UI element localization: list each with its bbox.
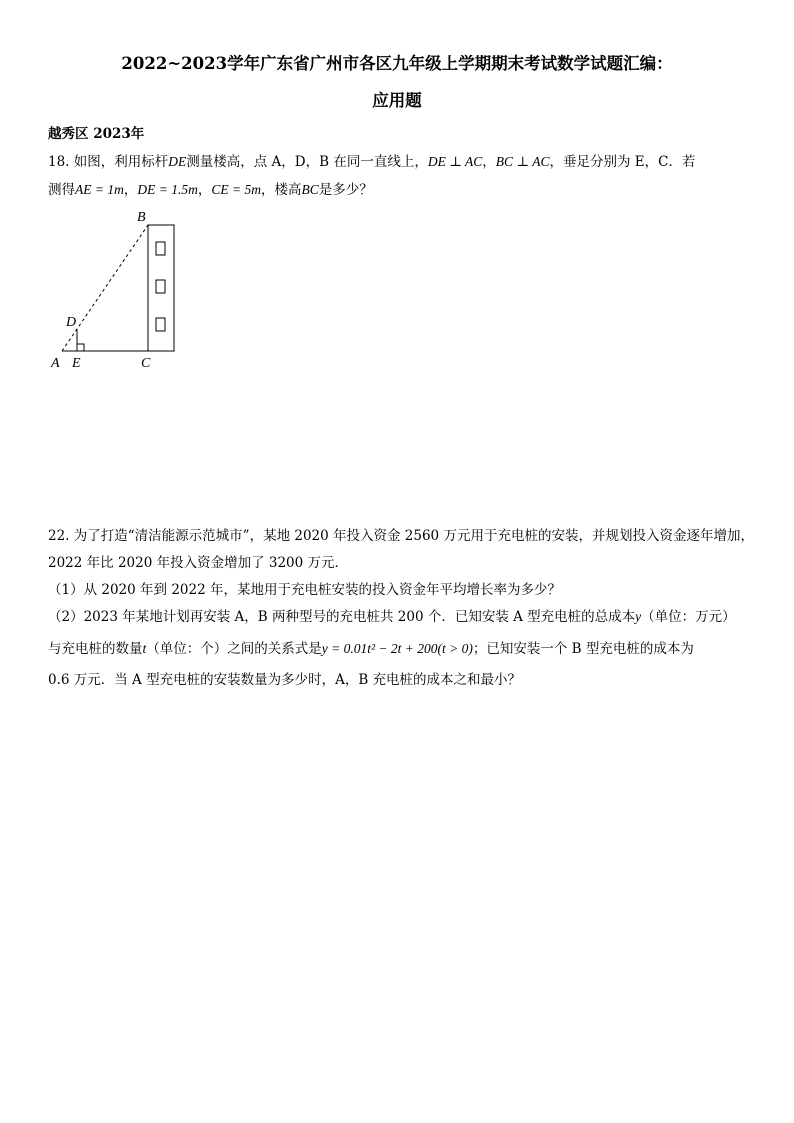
q18-text: ，楼高 [260, 182, 302, 198]
q22-part-2-line-1 [48, 605, 736, 625]
q22-line-1: 22. 为了打造“清洁能源示范城市”，某地 2020 年投入资金 2560 万元用于充电桩的安装，并规划投入资金逐年增加， [48, 528, 754, 544]
building-window [156, 318, 165, 331]
q22-text: （单位：万元） [641, 609, 736, 625]
q18-line-1 [48, 150, 696, 170]
q18-text: 测量楼高，点 A，D，B 在同一直线上， [186, 154, 428, 170]
q18-text: ， [123, 182, 138, 198]
label-b: B [137, 210, 146, 225]
building-window [156, 242, 165, 255]
math-t: t [142, 641, 147, 656]
math-de: DE [168, 154, 187, 169]
dashed-line-ab [62, 225, 148, 351]
q22-line-2: 2022 年比 2020 年投入资金增加了 3200 万元． [48, 555, 349, 571]
q18-text: ， [197, 182, 212, 198]
q18-text: ，垂足分别为 E，C．若 [549, 154, 696, 170]
q22-text: 与充电桩的数量 [48, 641, 143, 657]
label-e: E [72, 356, 81, 371]
math-y: y [635, 609, 642, 624]
math-ce: CE = 5m [211, 182, 261, 197]
q18-text: 是多少？ [318, 182, 373, 198]
label-c: C [141, 356, 151, 371]
q22-part-1: （1）从 2020 年到 2022 年，某地用于充电桩安装的投入资金年平均增长率为多少？ [48, 582, 561, 598]
geometry-figure [48, 205, 188, 375]
building [148, 225, 174, 351]
math-de-value: DE = 1.5m [137, 182, 198, 197]
q18-text: ， [482, 154, 496, 170]
math-cost-formula: y = 0.01t² − 2t + 200(t > 0) [321, 641, 473, 656]
section-heading: 越秀区 2023年 [48, 126, 145, 142]
math-perp-de-ac: DE ⊥ AC [427, 154, 483, 169]
label-d: D [66, 315, 77, 330]
document-title: 2022~2023学年广东省广州市各区九年级上学期期末考试数学试题汇编： [121, 54, 673, 73]
q22-text: （2）2023 年某地计划再安装 A，B 两种型号的充电桩共 200 个．已知安装 A 型充电桩的总成本 [48, 609, 636, 625]
building-window [156, 280, 165, 293]
q22-part-2-line-3: 0.6 万元．当 A 型充电桩的安装数量为多少时，A，B 充电桩的成本之和最小？ [48, 672, 522, 688]
math-bc: BC [301, 182, 319, 197]
q18-text: 测得 [48, 182, 75, 198]
q18-text: 18. 如图，利用标杆 [48, 154, 169, 170]
q18-line-2 [48, 178, 373, 198]
math-ae: AE = 1m [75, 182, 124, 197]
document-subtitle: 应用题 [372, 91, 422, 110]
label-a: A [51, 356, 60, 371]
q22-text: ；已知安装一个 B 型充电桩的成本为 [472, 641, 694, 657]
q22-text: （单位：个）之间的关系式是 [146, 641, 322, 657]
q22-part-2-line-2 [48, 637, 694, 657]
right-angle-mark [77, 344, 84, 351]
math-perp-bc-ac: BC ⊥ AC [495, 154, 550, 169]
